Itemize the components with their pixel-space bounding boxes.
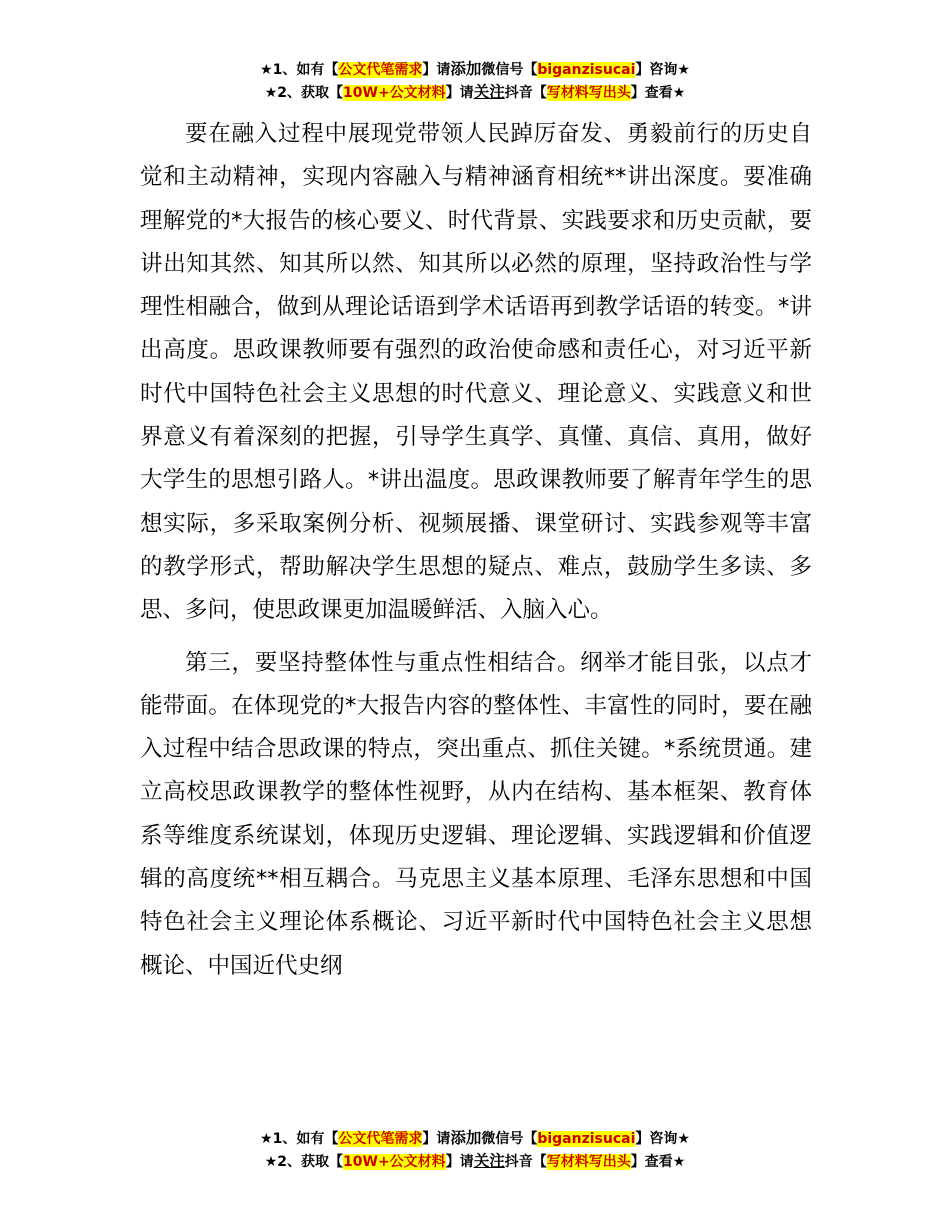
- service-highlight: 公文代笔需求: [338, 62, 423, 78]
- banner-line2-prefix: ★2、获取【: [264, 85, 344, 101]
- add-emphasis: 添加: [450, 60, 482, 78]
- footer-line2-suffix: 】查看★: [630, 1154, 686, 1170]
- banner-line2-suffix: 】查看★: [630, 85, 686, 101]
- banner-line1-prefix: ★1、如有【: [260, 62, 339, 78]
- banner-line-2: [0, 81, 950, 104]
- footer-service-highlight: 公文代笔需求: [338, 1131, 423, 1147]
- banner-line-1: [0, 58, 950, 81]
- banner-line1-mid1: 】请: [422, 62, 451, 78]
- footer-line1-mid1: 】请: [422, 1131, 451, 1147]
- banner-line2-mid2: 抖音【: [504, 85, 547, 101]
- footer-line1-mid2: 微信号【: [481, 1131, 538, 1147]
- footer-line1-suffix: 】咨询★: [635, 1131, 690, 1147]
- footer-line-1: [0, 1127, 950, 1150]
- header-banner: [0, 58, 950, 104]
- banner-line1-suffix: 】咨询★: [635, 62, 690, 78]
- body-paragraph-1: 要在融入过程中展现党带领人民踔厉奋发、勇毅前行的历史自觉和主动精神，实现内容融入与精神涵育相统**讲出深度。要准确理解党的*大报告的核心要义、时代背景、实践要求和历史贡献，要讲出知其然、知其所以然、知其所以必然的原理，坚持政治性与学理性相融合，做到从理论话语到学术话语再到教学话语的转变。*讲出高度。思政课教师要有强烈的政治使命感和责任心，对习近平新时代中国特色社会主义思想的时代意义、理论意义、实践意义和世界意义有着深刻的把握，引导学生真学、真懂、真信、真用，做好大学生的思想引路人。*讲出温度。思政课教师要了解青年学生的思想实际，多采取案例分析、视频展播、课堂研讨、实践参观等丰富的教学形式，帮助解决学生思想的疑点、难点，鼓励学生多读、多思、多问，使思政课更加温暖鲜活、入脑入心。: [140, 121, 812, 624]
- footer-line-2: [0, 1150, 950, 1173]
- footer-line2-prefix: ★2、获取【: [264, 1154, 344, 1170]
- body-paragraph-2: 第三，要坚持整体性与重点性相结合。纲举才能目张，以点才能带面。在体现党的*大报告内容的整体性、丰富性的同时，要在融入过程中结合思政课的特点，突出重点、抓住关键。*系统贯通。建立高校思政课教学的整体性视野，从内在结构、基本框架、教育体系等维度系统谋划，体现历史逻辑、理论逻辑、实践逻辑和价值逻辑的高度统**相互耦合。马克思主义基本原理、毛泽东思想和中国特色社会主义理论体系概论、习近平新时代中国特色社会主义思想概论、中国近代史纲: [140, 649, 812, 979]
- footer-line2-mid1: 】请: [445, 1154, 474, 1170]
- banner-line2-mid1: 】请: [445, 85, 474, 101]
- banner-line1-mid2: 微信号【: [481, 62, 538, 78]
- document-body: [140, 113, 812, 988]
- footer-wechat-id-highlight: biganzisucai: [537, 1131, 636, 1147]
- follow-emphasis: 关注: [473, 83, 505, 101]
- offer-highlight: 10W+公文材料: [343, 85, 446, 101]
- footer-follow-emphasis: 关注: [473, 1152, 505, 1170]
- footer-add-emphasis: 添加: [450, 1129, 482, 1147]
- footer-line1-prefix: ★1、如有【: [260, 1131, 339, 1147]
- footer-offer-highlight: 10W+公文材料: [343, 1154, 446, 1170]
- wechat-id-highlight: biganzisucai: [537, 62, 636, 78]
- douyin-name-highlight: 写材料写出头: [546, 85, 631, 101]
- footer-line2-mid2: 抖音【: [504, 1154, 547, 1170]
- footer-banner: [0, 1127, 950, 1173]
- footer-douyin-name-highlight: 写材料写出头: [546, 1154, 631, 1170]
